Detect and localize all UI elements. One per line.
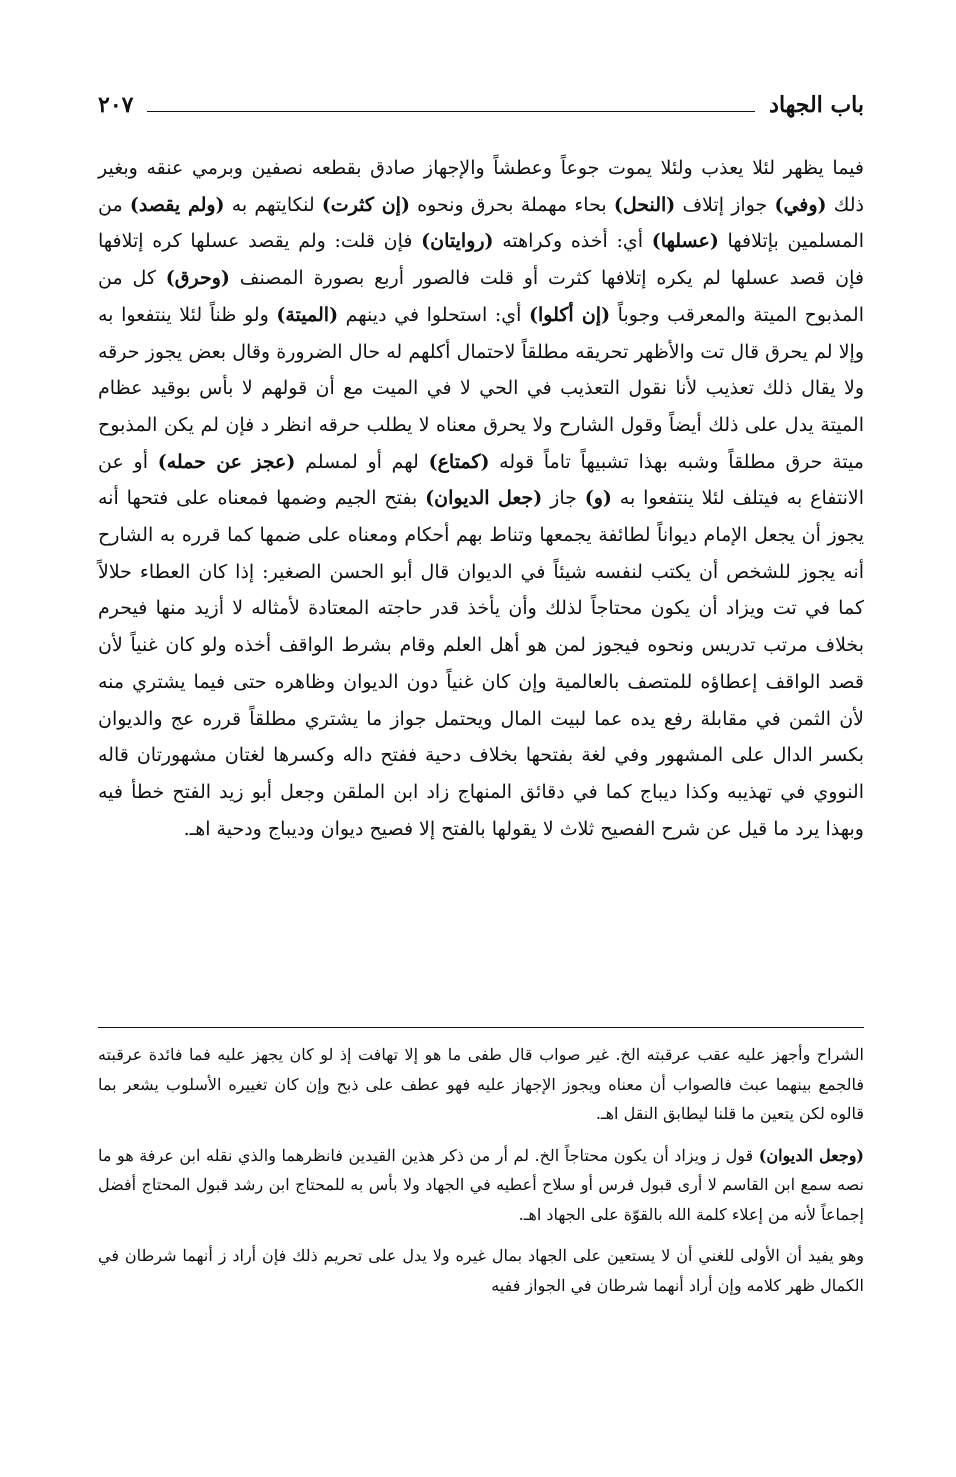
main-paragraph: فيما يظهر لئلا يعذب ولئلا يموت جوعاً وعطشاً والإجهاز صادق بقطعه نصفين وبرمي عنقه وبغير ذلك (وفي) جواز إتلاف (النحل) بحاء مهملة بحرق ونحوه (إن كثرت) لنكايتهم به (ولم يقصد) من المسلمين بإتلافها (عسلها) أي: أخذه وكراهته (روايتان) فإن قلت: ولم يقصد عسلها كره إتلافها فإن قصد عسلها لم يكره إتلافها كثرت أو قلت فالصور أربع بصورة المصنف (وحرق) كل من المذبوح الميتة والمعرقب وجوباً (إن أكلوا) أي: استحلوا في دينهم (الميتة) ولو ظناً لئلا ينتفعوا به وإلا لم يحرق قال تت والأظهر تحريقه مطلقاً لاحتمال أكلهم له حال الضرورة وقال بعض يجوز حرقه ولا يقال ذلك تعذيب لأنا نقول التعذيب في الحي لا في الميت مع أن قولهم لا بأس بوقيد عظام الميتة يدل على ذلك أيضاً وقول الشارح ولا يحرق معناه لا يطلب حرقه انظر د فإن لم يكن المذبوح ميتة حرق مطلقاً وشبه بهذا تشبيهاً تاماً قوله (كمتاع) لهم أو لمسلم (عجز عن حمله) أو عن الانتفاع به فيتلف لئلا ينتفعوا به (و) جاز (جعل الديوان) بفتح الجيم وضمها فمعناه على فتحها أنه يجوز أن يجعل الإمام ديواناً لطائفة يجمعها وتناط بهم أحكام ومعناه على ضمها كما قرره به الشارح أنه يجوز للشخص أن يكتب لنفسه شيئاً في الديوان قال أبو الحسن الصغير: إذا كان العطاء حلالاً كما في تت ويزاد أن يكون محتاجاً لذلك وأن يأخذ قدر حاجته المعتادة لأمثاله لا أزيد منها فيحرم بخلاف مرتب تدريس ونحوه فيجوز لمن هو أهل العلم وقام بشرط الواقف أخذه ولو كان غنياً لأن قصد الواقف إعطاؤه للمتصف بالعالمية وإن كان غنياً دون الديوان وظاهره حتى فيما يشتري منه لأن الثمن في مقابلة رفع يده عما لبيت المال ويحتمل جواز ما يشتري مطلقاً قرره عج والديوان بكسر الدال على المشهور وفي لغة بفتحها بخلاف دحية ففتح داله وكسرها لغتان مشهورتان قاله النووي في تهذيبه وكذا ديباج كما في دقائق المنهاج زاد ابن الملقن وجعل أبو زيد الفتح خطأ فيه وبهذا يرد ما قيل عن شرح الفصيح ثلاث لا يقولها بالفتح إلا فصيح ديوان وديباج ودحية اهـ. <box>98 157 865 840</box>
chapter-title: باب الجهاد <box>769 92 864 118</box>
footnote-divider <box>98 1027 864 1028</box>
page-number: ٢٠٧ <box>98 92 134 118</box>
running-header <box>98 88 864 122</box>
footnote-paragraph: (وجعل الديوان) قول ز ويزاد أن يكون محتاجاً الخ. لم أر من ذكر هذين القيدين فانظرهما والذي نقله ابن عرفة هو ما نصه سمع ابن القاسم لا أرى قبول فرس أو سلاح أعطيه في الجهاد ولا بأس به للمحتاج ابن رشد قبول المحتاج أفضل إجماعاً لأنه من إعلاء كلمة الله بالقوّة على الجهاد اهـ. <box>98 1145 865 1224</box>
footnote-paragraph: وهو يفيد أن الأولى للغني أن لا يستعين على الجهاد بمال غيره ولا يدل على تحريم ذلك فإن أراد ز أنهما شرطان في الكمال ظهر كلامه وإن أراد أنهما شرطان في الجواز ففيه <box>98 1246 865 1295</box>
main-text <box>98 150 864 847</box>
footnotes <box>98 1040 864 1312</box>
header-rule <box>147 111 755 112</box>
footnote-paragraph: الشراح وأجهز عليه عقب عرقبته الخ. غير صواب قال طفى ما هو إلا تهافت إذ لو كان يجهز عليه فما فائدة عرقبته فالجمع بينهما عبث فالصواب أن معناه ويجوز الإجهاز عليه فهو عطف على ذبح وإن كان تغييره الأسلوب يشعر بما قالوه لكن يتعين ما قلنا ليطابق النقل اهـ. <box>98 1045 865 1123</box>
